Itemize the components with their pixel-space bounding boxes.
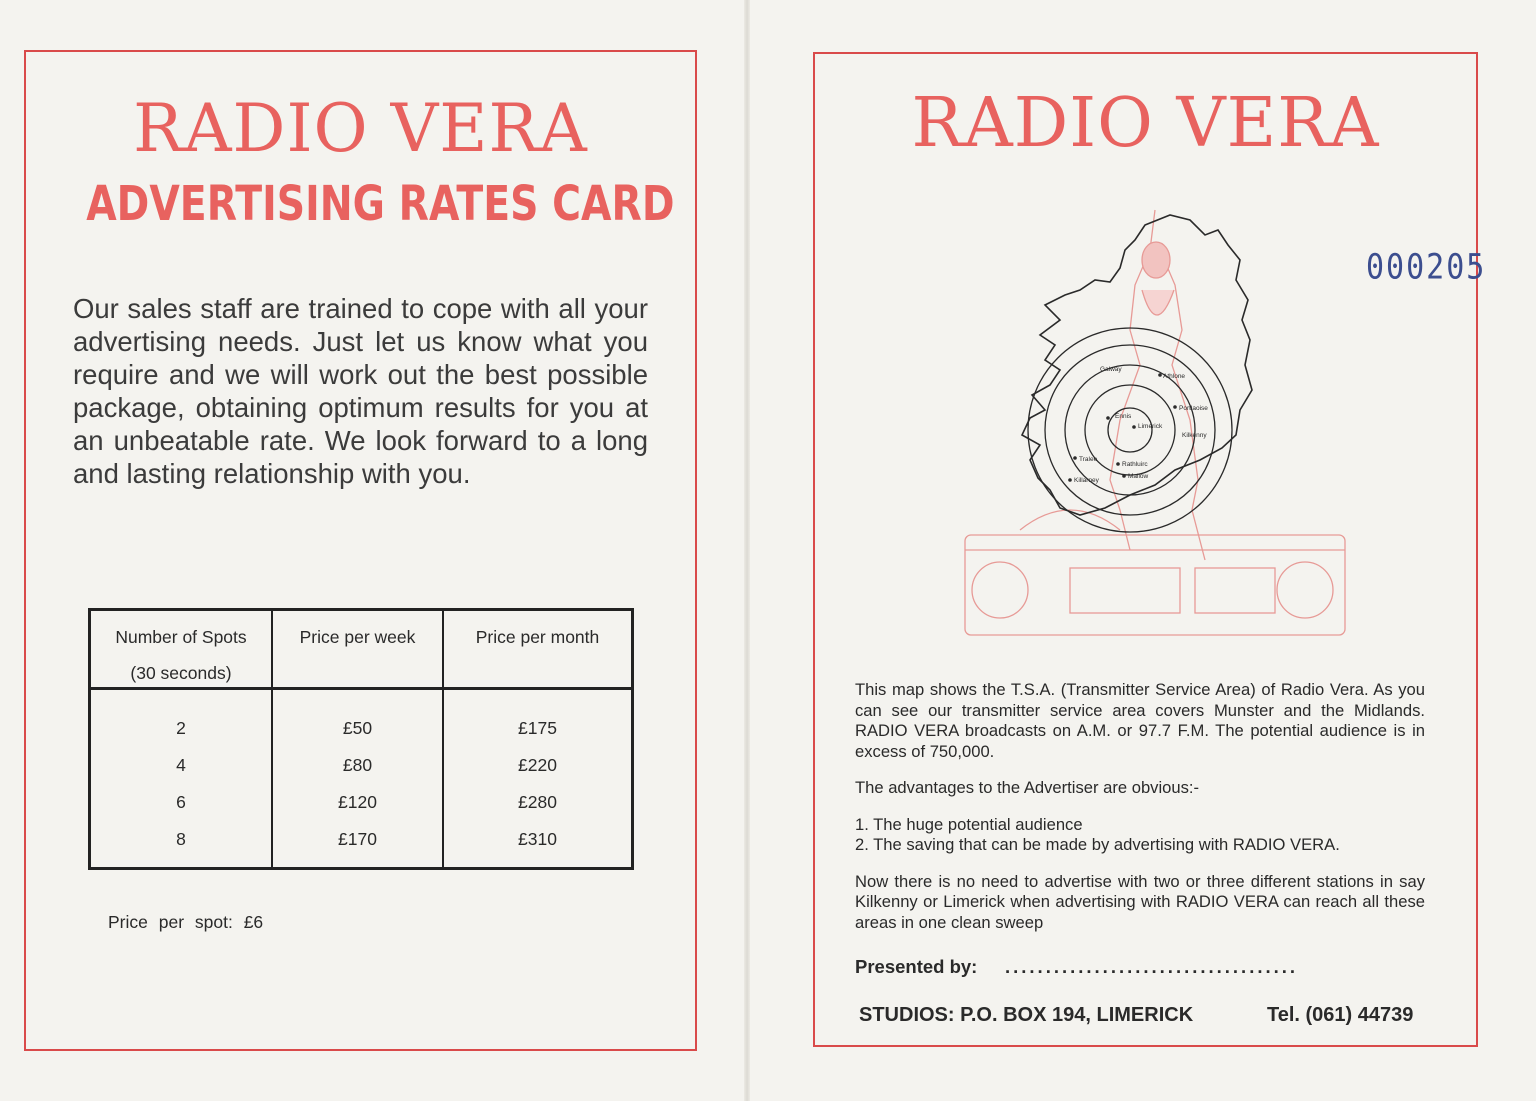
cell-spots: 8 [176,829,186,849]
cell-month: £220 [518,755,557,775]
cell-week: £50 [342,718,373,738]
desc-paragraph-1: This map shows the T.S.A. (Transmitter Service Area) of Radio Vera. As you can see our transmitter service area covers Munster and the Midlands. RADIO VERA broadcasts on A.M. or 97.7 F.M. The potential audience is in excess of 750,000. [855,680,1425,761]
advantage-item: 1. The huge potential audience [855,814,1083,834]
table-header-spots [91,619,271,691]
studios-address: STUDIOS: P.O. BOX 194, LIMERICK [859,1004,1194,1026]
rates-table [88,608,634,870]
town-label: Athlone [1163,373,1186,380]
price-per-spot: Price per spot: £6 [108,912,264,932]
table-row [91,747,631,783]
header-spots-label: Number of Spots [115,627,247,647]
town-label: Mallow [1128,473,1149,480]
town-label: Galway [1100,366,1122,373]
table-header-week: Price per week [299,627,416,647]
intro-paragraph: Our sales staff are trained to cope with all your advertising needs. Just let us know what you require and we will work out the best possible package, obtaining optimum results for you at an unbeatable rate. We look forward to a long and lasting relationship with you. [73,293,648,489]
town-label: Tralee [1079,456,1098,463]
desc-paragraph-2: The advantages to the Advertiser are obvious:- [855,778,1200,797]
rates-card-panel [24,50,697,1051]
cell-month: £175 [518,718,557,738]
town-label: Limerick [1138,423,1163,430]
station-title: RADIO VERA [911,84,1380,163]
cell-spots: 4 [176,755,186,775]
table-header-month: Price per month [475,627,600,647]
cell-spots: 6 [176,792,186,812]
table-row [91,784,631,820]
map-towns [1068,366,1208,484]
town-label: Ennis [1115,413,1132,420]
cell-month: £310 [518,829,557,849]
cell-week: £80 [342,755,373,775]
presented-by-label: Presented by: [855,956,978,977]
description [855,680,1425,949]
transmitter-rings [1028,328,1232,532]
cell-month: £280 [518,792,557,812]
header-spots-sub: (30 seconds) [130,663,232,683]
table-row [91,710,631,746]
cell-week: £170 [338,829,377,849]
page-fold [744,0,750,1101]
town-label: Rathluirc [1122,461,1148,468]
cell-week: £120 [338,792,377,812]
town-label: Killarney [1074,477,1099,484]
phone-number: Tel. (061) 44739 [1267,1004,1414,1026]
advantages-list [855,815,1425,856]
presented-by-dots: .................................... [1005,956,1299,977]
station-title: RADIO VERA [133,90,588,167]
radio-illustration [965,535,1345,635]
advantage-item: 2. The saving that can be made by advertising with RADIO VERA. [855,835,1340,854]
rates-card-heading: ADVERTISING RATES CARD [86,176,675,232]
serial-number-stamp: 000205 [1366,247,1487,288]
table-row [91,821,631,857]
coverage-map-illustration [960,190,1350,640]
town-label: Kilkenny [1182,432,1207,439]
cell-spots: 2 [176,718,186,738]
desc-paragraph-3: Now there is no need to advertise with two or three different stations in say Kilkenny or Limerick when advertising with RADIO VERA can reach all these areas in one clean sweep [855,871,1425,932]
town-label: Portlaoise [1179,405,1208,412]
